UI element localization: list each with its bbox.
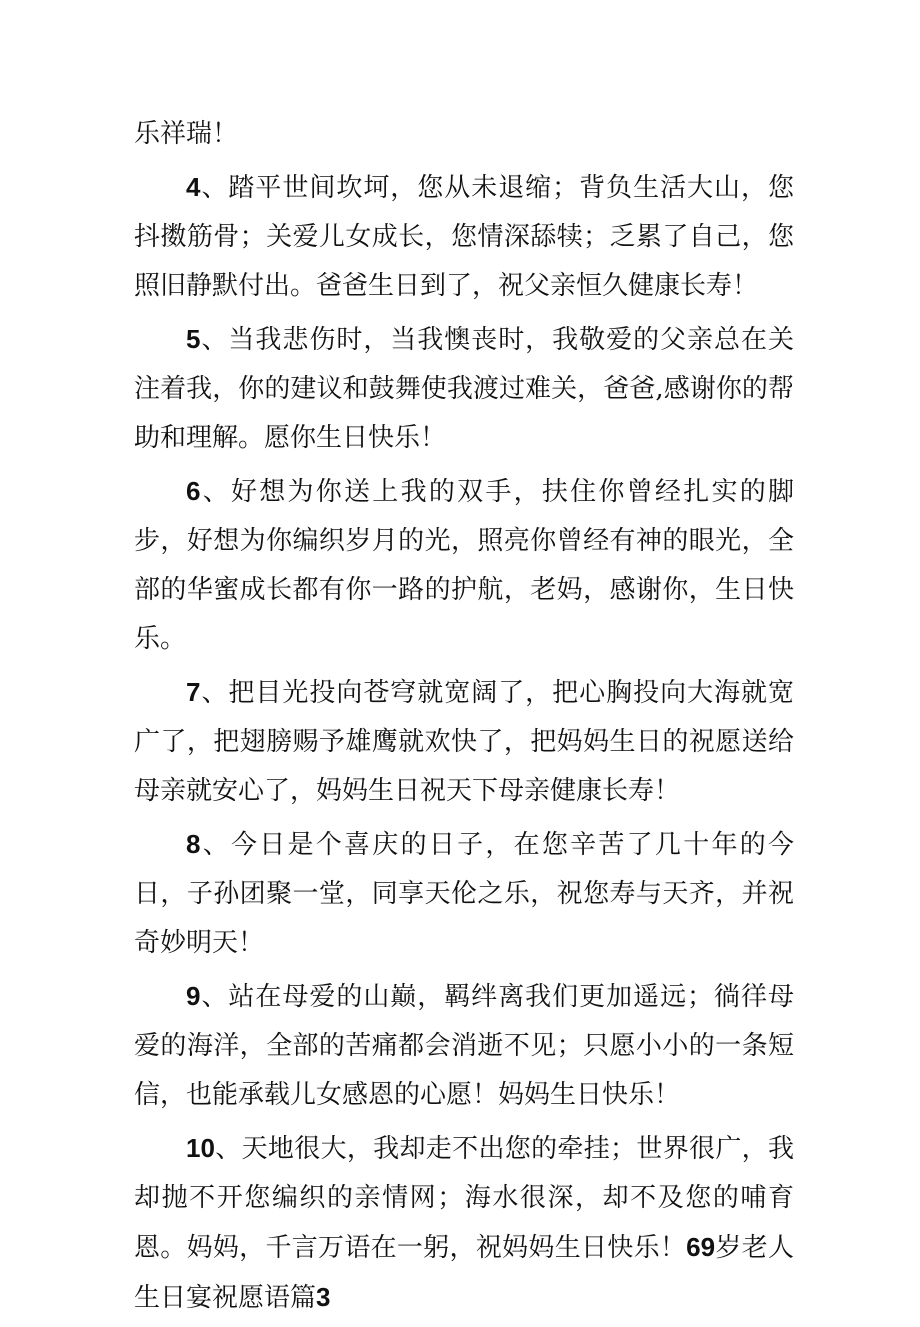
item-number: 6	[186, 476, 201, 506]
list-item-8	[134, 820, 794, 968]
item-text: 、把目光投向苍穹就宽阔了，把心胸投向大海就宽广了，把翅膀赐予雄鹰就欢快了，把妈妈生日的祝愿送给母亲就安心了，妈妈生日祝天下母亲健康长寿！	[134, 678, 794, 806]
list-item-5	[134, 315, 794, 463]
item-number: 8	[186, 829, 201, 859]
item-text: 、踏平世间坎坷，您从未退缩；背负生活大山，您抖擞筋骨；关爱儿女成长，您情深舔犊；乏累了自己，您照旧静默付出。爸爸生日到了，祝父亲恒久健康长寿！	[134, 173, 794, 301]
item-text: 、好想为你送上我的双手，扶住你曾经扎实的脚步，好想为你编织岁月的光，照亮你曾经有神的眼光，全部的华蜜成长都有你一路的护航，老妈，感谢你，生日快乐。	[134, 477, 794, 654]
item-number: 4	[186, 172, 201, 202]
list-item-4	[134, 163, 794, 311]
item-text: 、天地很大，我却走不出您的牵挂；世界很广，我却抛不开您编织的亲情网；海水很深，却不及您的哺育恩。妈妈，千言万语在一躬，祝妈妈生日快乐！	[134, 1134, 794, 1263]
document-page	[134, 110, 794, 1327]
list-item-9	[134, 972, 794, 1120]
item-text: 、站在母爱的山巅，羁绊离我们更加遥远；徜徉母爱的海洋，全部的苦痛都会消逝不见；只愿小小的一条短信，也能承载儿女感恩的心愿！妈妈生日快乐！	[134, 982, 794, 1110]
continuation-paragraph	[134, 110, 794, 159]
continuation-text: 乐祥瑞！	[134, 119, 239, 149]
list-item-7	[134, 668, 794, 816]
item-number: 7	[186, 677, 201, 707]
item-text: 、当我悲伤时，当我懊丧时，我敬爱的父亲总在关注着我，你的建议和鼓舞使我渡过难关，爸爸,感谢你的帮助和理解。愿你生日快乐！	[134, 325, 794, 453]
item-number: 9	[186, 981, 201, 1011]
section-heading-index: 3	[316, 1282, 331, 1312]
item-number: 5	[186, 324, 201, 354]
section-heading-text: 岁老人生日宴祝愿语篇	[134, 1233, 794, 1313]
list-item-6	[134, 467, 794, 664]
list-item-10	[134, 1124, 794, 1323]
section-heading-number: 69	[686, 1232, 716, 1262]
item-text: 、今日是个喜庆的日子，在您辛苦了几十年的今日，子孙团聚一堂，同享天伦之乐，祝您寿与天齐，并祝奇妙明天！	[134, 830, 794, 958]
item-number: 10	[186, 1133, 215, 1163]
